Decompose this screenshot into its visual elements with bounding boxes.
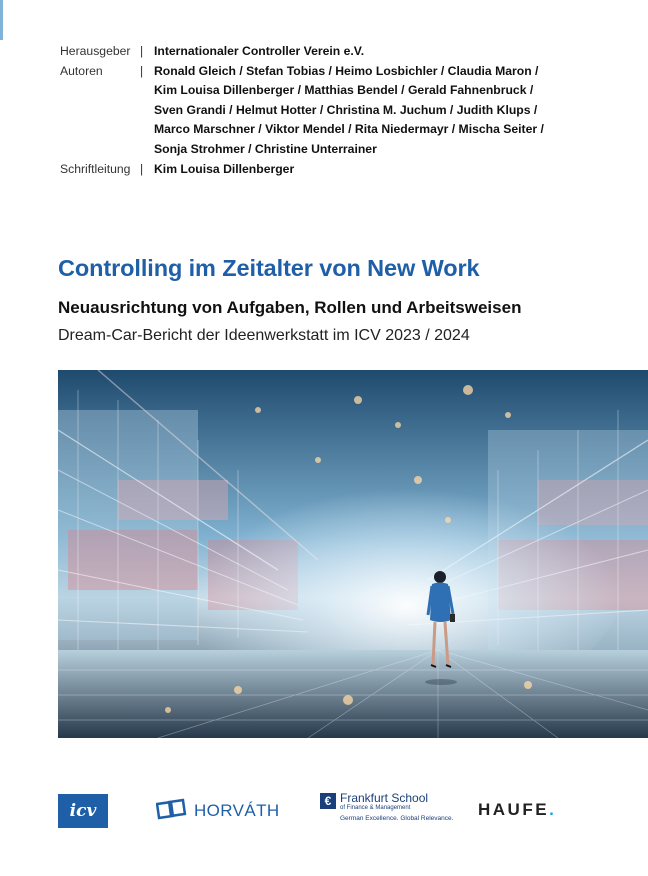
authors-line: Kim Louisa Dillenberger / Matthias Bendel / Gerald Fahnenbruck / [154, 83, 534, 98]
separator: | [140, 44, 144, 58]
authors-line: Sonja Strohmer / Christine Unterrainer [154, 141, 377, 156]
horvath-logo [156, 796, 280, 826]
horvath-mark-icon [156, 797, 188, 825]
editor-row [60, 160, 594, 180]
authors-line: Ronald Gleich / Stefan Tobias / Heimo Losbichler / Claudia Maron / [154, 63, 539, 78]
separator: | [140, 161, 144, 176]
publisher-name: Internationaler Controller Verein e.V. [154, 44, 365, 58]
cover-image [58, 370, 648, 738]
frankfurt-school-tagline: German Excellence. Global Relevance. [340, 815, 454, 822]
frankfurt-school-subline: of Finance & Management [340, 805, 411, 811]
haufe-dot: . [549, 800, 557, 819]
separator: | [140, 63, 144, 78]
icv-logo: icv [58, 794, 108, 828]
book-title: Controlling im Zeitalter von New Work [58, 255, 480, 281]
publisher-label: Herausgeber [60, 44, 131, 58]
authors-label: Autoren [60, 63, 103, 78]
authors-row [60, 62, 594, 160]
frankfurt-school-name: Frankfurt School [340, 791, 429, 805]
horvath-wordmark: HORVÁTH [194, 801, 280, 820]
edge-mark [0, 0, 3, 40]
publisher-row [60, 42, 594, 62]
authors-list [154, 62, 594, 160]
frankfurt-school-mark-icon: € [320, 793, 336, 809]
editor-label: Schriftleitung [60, 161, 131, 176]
cover-illustration [58, 370, 648, 738]
floor [58, 650, 648, 738]
credits-block [60, 42, 594, 179]
frankfurt-school-logo [320, 792, 453, 832]
book-tagline: Dream-Car-Bericht der Ideenwerkstatt im ICV 2023 / 2024 [58, 327, 470, 344]
haufe-logo [478, 800, 556, 820]
book-subtitle: Neuausrichtung von Aufgaben, Rollen und Arbeitsweisen [58, 298, 522, 317]
authors-line: Sven Grandi / Helmut Hotter / Christina M. Juchum / Judith Klups / [154, 102, 538, 117]
logo-bar [0, 788, 648, 838]
haufe-wordmark: HAUFE [478, 800, 550, 819]
editor-name: Kim Louisa Dillenberger [154, 161, 295, 176]
authors-line: Marco Marschner / Viktor Mendel / Rita Niedermayr / Mischa Seiter / [154, 122, 544, 137]
